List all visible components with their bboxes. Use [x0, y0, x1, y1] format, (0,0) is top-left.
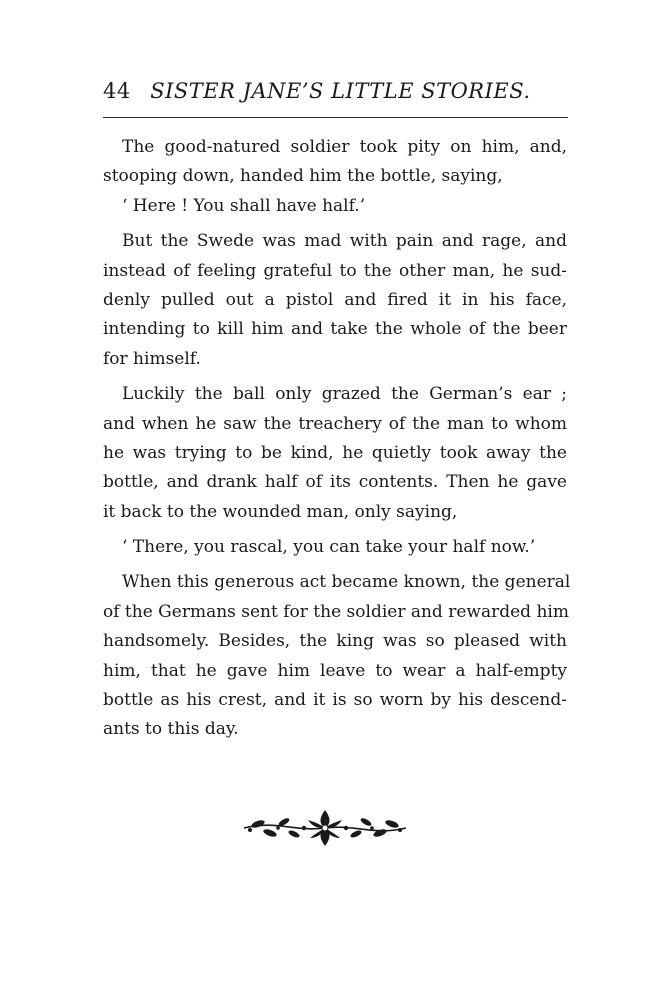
text-line: of the Germans sent for the soldier and rewarded him: [103, 601, 569, 622]
text-line: handsomely. Besides, the king was so pleased with: [103, 631, 567, 652]
text-line: denly pulled out a pistol and fired it in his face,: [103, 289, 567, 310]
text-line: ‘ Here ! You shall have half.’: [122, 195, 366, 216]
text-line: and when he saw the treachery of the man to whom: [103, 413, 567, 434]
text-line: bottle, and drank half of its contents. Then he gave: [103, 472, 567, 493]
floral-vignette-icon: [236, 798, 414, 858]
text-line: But the Swede was mad with pain and rage, and: [122, 231, 567, 252]
text-line: stooping down, handed him the bottle, saying,: [103, 166, 503, 187]
text-line: ants to this day.: [103, 719, 239, 740]
text-line: intending to kill him and take the whole of the beer: [103, 319, 567, 340]
text-line: The good-natured soldier took pity on him, and,: [122, 137, 567, 157]
text-line: he was trying to be kind, he quietly took away the: [103, 442, 567, 463]
text-line: for himself.: [103, 348, 201, 369]
text-line: ‘ There, you rascal, you can take your half now.’: [122, 537, 536, 558]
page-number: 44: [103, 79, 131, 103]
story-text: [103, 133, 571, 745]
text-line: instead of feeling grateful to the other man, he sud-: [103, 260, 567, 281]
text-line: him, that he gave him leave to wear a half-empty: [103, 660, 567, 681]
text-line: bottle as his crest, and it is so worn by his descend-: [103, 690, 567, 711]
text-line: When this generous act became known, the general: [122, 572, 571, 593]
header-rule: [103, 117, 568, 118]
text-line: it back to the wounded man, only saying,: [103, 501, 458, 522]
running-header: [103, 78, 533, 104]
text-line: Luckily the ball only grazed the German’s ear ;: [122, 384, 567, 405]
running-title: SISTER JANE’S LITTLE STORIES.: [150, 79, 531, 103]
